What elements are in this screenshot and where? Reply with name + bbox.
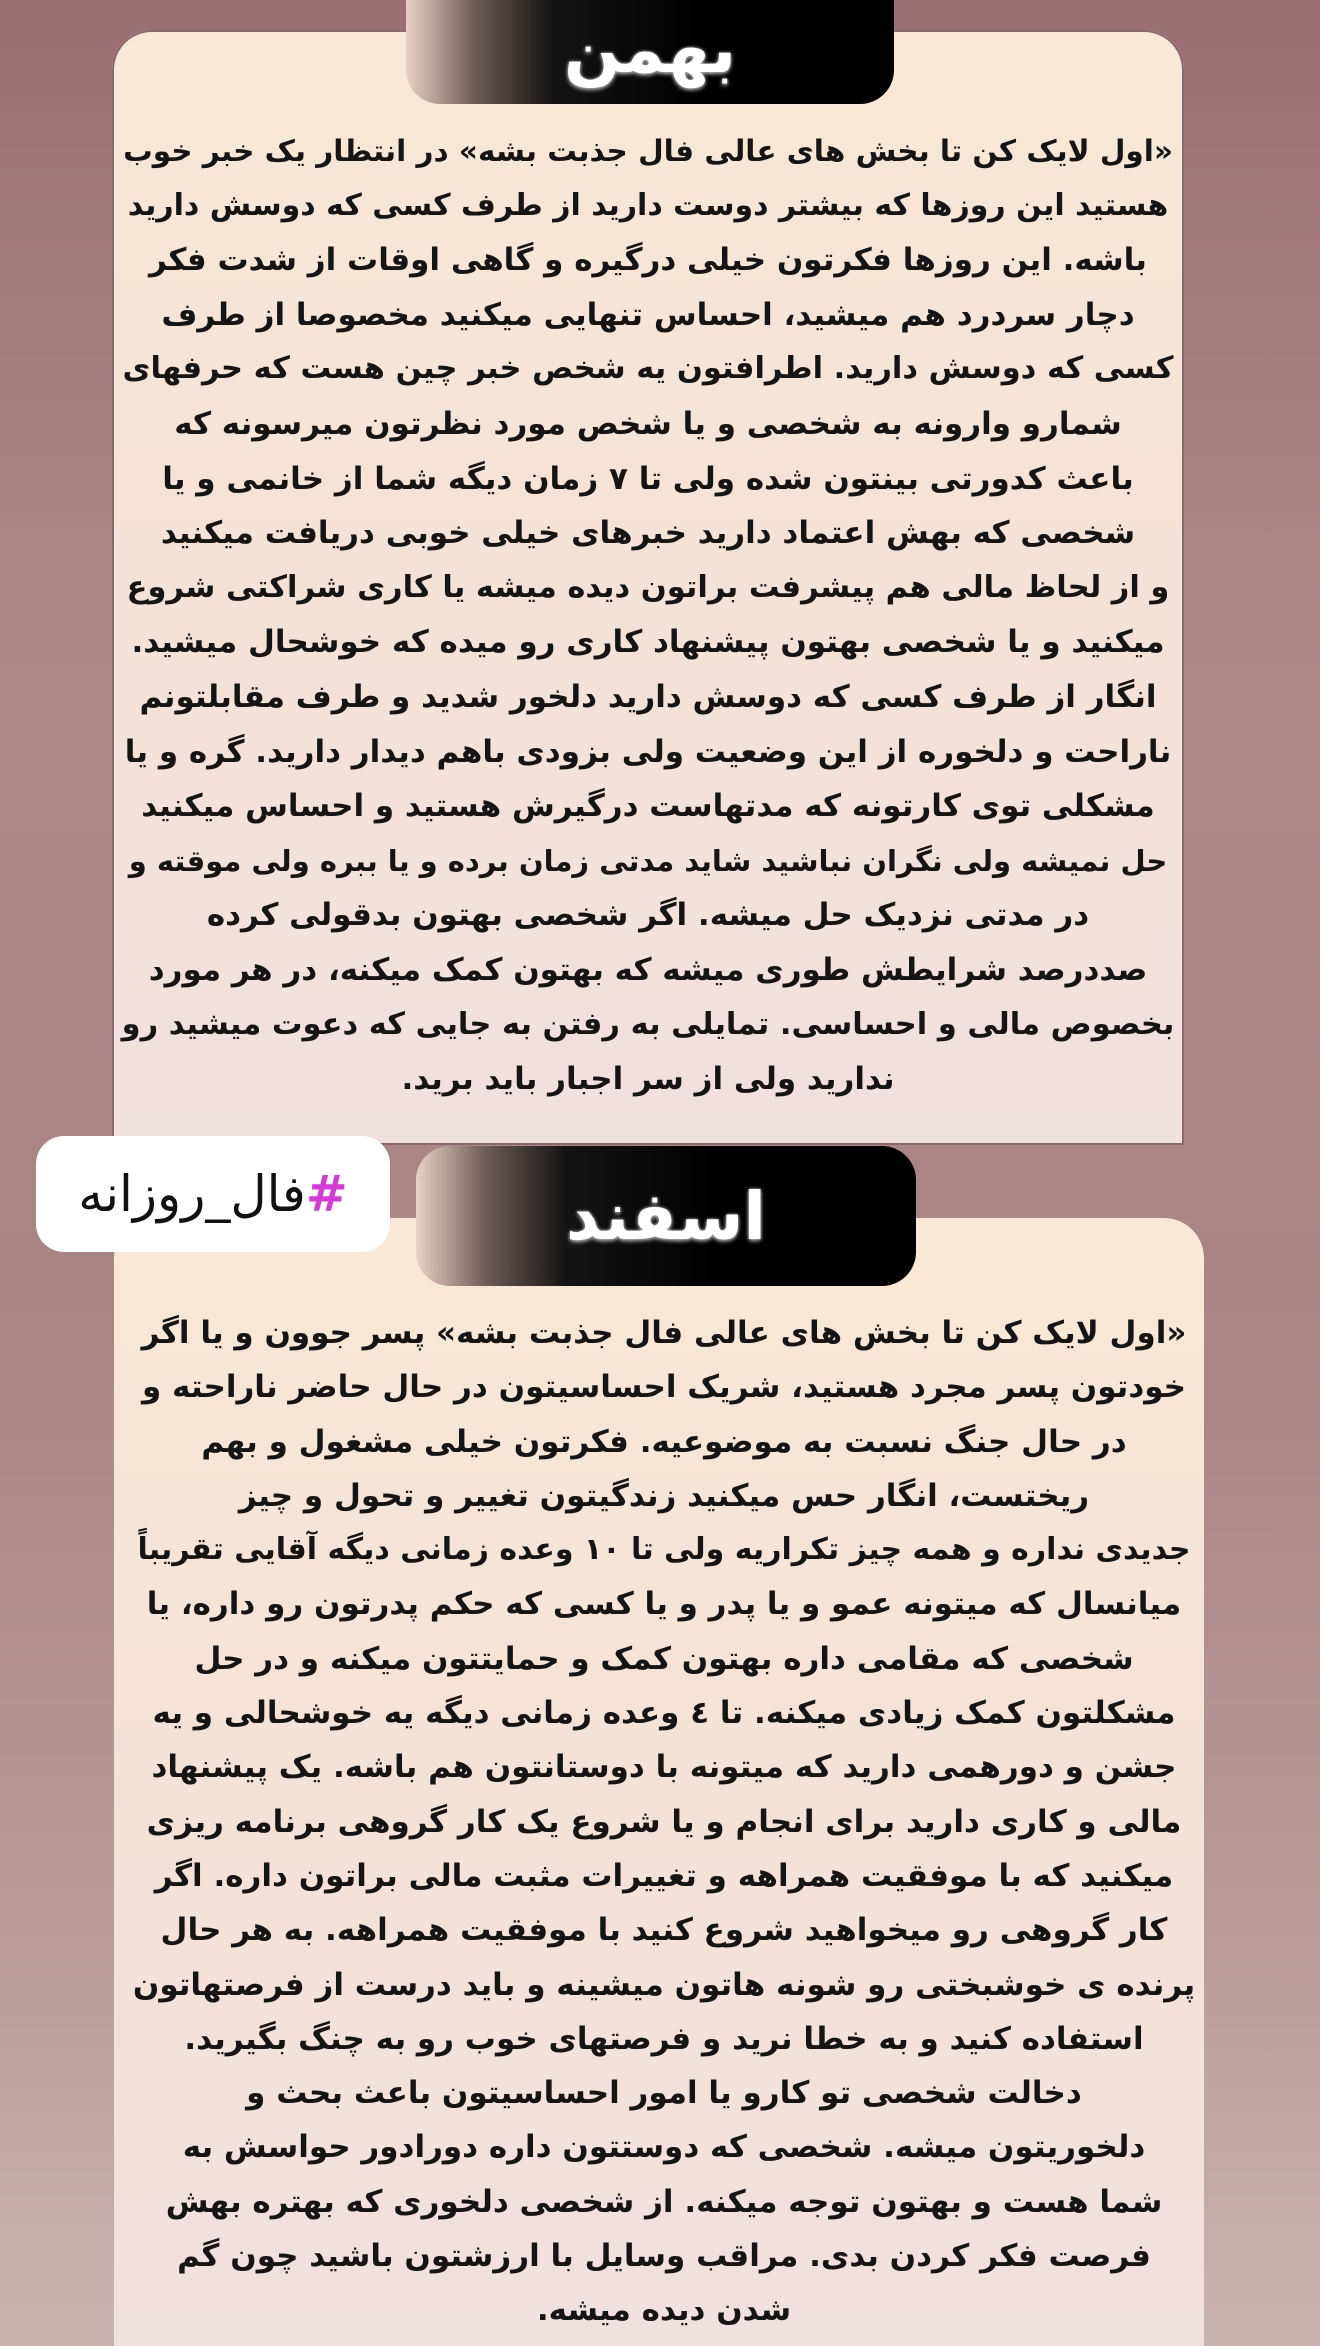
- text-line: در حال جنگ نسبت به موضوعیه. فکرتون خیلی مشغول و بهم: [201, 1423, 1127, 1460]
- text-line: کسی که دوسش دارید. اطرافتون یه شخص خبر چین هست که حرفهای: [122, 351, 1174, 387]
- hashtag-badge[interactable]: [36, 1136, 390, 1252]
- text-line: مالی و کاری دارید برای انجام و یا شروع یک کار گروهی برنامه ریزی: [146, 1803, 1182, 1840]
- esfand-title: اسفند: [416, 1146, 916, 1286]
- text-line: دخالت شخصی تو کارو یا امور احساسیتون باعث بحث و: [246, 2075, 1082, 2112]
- bahman-text: [120, 124, 1176, 1107]
- text-line: صددرصد شرایطش طوری میشه که بهتون کمک میکنه، در هر مورد: [148, 951, 1148, 988]
- text-line: شمارو وارونه به شخصی و یا شخص مورد نظرتون میرسونه که: [174, 405, 1122, 442]
- text-line: میانسال که میتونه عمو و یا پدر و یا کسی که حکم پدرتون رو داره، یا: [146, 1586, 1182, 1623]
- text-line: استفاده کنید و به خطا نرید و فرصتهای خوب رو به چنگ بگیرید.: [184, 2020, 1144, 2057]
- text-line: مشکلتون کمک زیادی میکنه. تا ٤ وعده زمانی دیگه یه خوشحالی و یه: [152, 1695, 1176, 1732]
- text-line: حل نمیشه ولی نگران نباشید شاید مدتی زمان برده و یا ببره ولی موقته و: [128, 843, 1168, 878]
- text-line: در مدتی نزدیک حل میشه. اگر شخصی بهتون بدقولی کرده: [206, 897, 1090, 934]
- text-line: هستید این روزها که بیشتر دوست دارید از طرف کسی که دوسش دارید: [127, 187, 1169, 223]
- text-line: کار گروهی رو میخواهید شروع کنید با موفقیت همراهه. به هر حال: [160, 1912, 1168, 1949]
- text-line: شدن دیده میشه.: [536, 2292, 792, 2329]
- text-line: دچار سردرد هم میشید، احساس تنهایی میکنید مخصوصا از طرف: [161, 296, 1135, 333]
- esfand-text: [132, 1306, 1196, 2338]
- text-line: فرصت فکر کردن بدی. مراقب وسایل با ارزشتون باشید چون گم: [177, 2238, 1151, 2275]
- text-line: باشه. این روزها فکرتون خیلی درگیره و گاهی اوقات از شدت فکر: [149, 242, 1147, 279]
- text-line: ناراحت و دلخوره از این وضعیت ولی بزودی باهم دیدار دارید. گره و یا: [124, 733, 1172, 770]
- hash-symbol: #: [305, 1165, 348, 1223]
- text-line: پرنده ی خوشبختی رو شونه هاتون میشینه و باید درست از فرصتهاتون: [132, 1966, 1196, 2003]
- text-line: جشن و دورهمی دارید که میتونه با دوستانتون هم باشه. یک پیشنهاد: [151, 1749, 1177, 1786]
- text-line: شخصی که بهش اعتماد دارید خبرهای خیلی خوبی دریافت میکنید: [160, 515, 1136, 552]
- text-line: میکنید که با موفقیت همراهه و تغییرات مثبت مالی براتون داره. اگر: [154, 1857, 1174, 1894]
- text-line: شما هست و بهتون توجه میکنه. از شخصی دلخوری که بهتره بهش: [165, 2183, 1163, 2220]
- text-line: میکنید و یا شخصی بهتون پیشنهاد کاری رو میده که خوشحال میشید.: [131, 624, 1165, 661]
- text-line: جدیدی نداره و همه چیز تکراریه ولی تا ۱۰ وعده زمانی دیگه آقایی تقریباً: [137, 1532, 1191, 1568]
- text-line: انگار از طرف کسی که دوسش دارید دلخور شدید و طرف مقابلتونم: [139, 678, 1157, 715]
- text-line: دلخوریتون میشه. شخصی که دوستتون داره دورادور حواسش به: [182, 2129, 1146, 2166]
- text-line: شخصی که مقامی داره بهتون کمک و حمایتتون میکنه و در حل: [194, 1640, 1134, 1677]
- text-line: «اول لایک کن تا بخش های عالی فال جذبت بشه» پسر جوون و یا اگر: [141, 1315, 1187, 1351]
- bahman-title: بهمن: [406, 0, 894, 104]
- text-line: ریختست، انگار حس میکنید زندگیتون تغییر و تحول و چیز: [238, 1477, 1090, 1514]
- text-line: باعث کدورتی بینتون شده ولی تا ۷ زمان دیگه شما از خانمی و یا: [162, 460, 1134, 497]
- hashtag-text: فال_روزانه: [78, 1165, 306, 1223]
- text-line: ندارید ولی از سر اجبار باید برید.: [401, 1061, 895, 1098]
- text-line: «اول لایک کن تا بخش های عالی فال جذبت بشه» در انتظار یک خبر خوب: [123, 134, 1173, 168]
- text-line: مشکلی توی کارتونه که مدتهاست درگیرش هستید و احساس میکنید: [141, 788, 1155, 825]
- text-line: و از لحاظ مالی هم پیشرفت براتون دیده میشه یا کاری شراکتی شروع: [126, 569, 1170, 605]
- text-line: بخصوص مالی و احساسی. تمایلی به رفتن به جایی که دعوت میشید رو: [121, 1006, 1175, 1042]
- text-line: خودتون پسر مجرد هستید، شریک احساسیتون در حال حاضر ناراحته و: [141, 1369, 1187, 1406]
